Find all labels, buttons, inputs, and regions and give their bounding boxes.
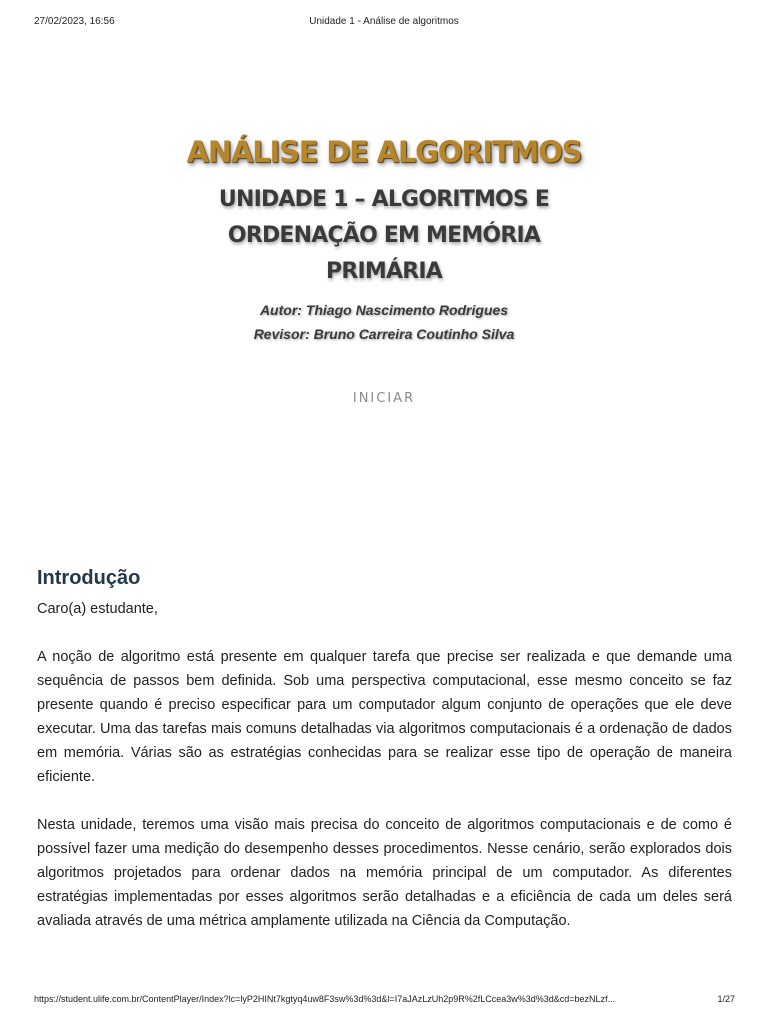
unit-title: UNIDADE 1 – ALGORITMOS E ORDENAÇÃO EM MEMÓRIA PRIMÁRIA [218, 187, 550, 284]
course-title: ANÁLISE DE ALGORITMOS [186, 135, 582, 169]
hero-banner [0, 130, 768, 346]
print-header [0, 16, 768, 30]
credits [0, 298, 768, 346]
page-number: 1/27 [717, 994, 735, 1004]
print-datetime: 27/02/2023, 16:56 [34, 16, 115, 27]
print-document-title: Unidade 1 - Análise de algoritmos [309, 16, 459, 27]
reviewer-line: Revisor: Bruno Carreira Coutinho Silva [253, 326, 515, 342]
intro-paragraph-2: Nesta unidade, teremos uma visão mais precisa do conceito de algoritmos computacionais e de como é possível fazer uma medição do desempenho desses procedimentos. Nesse cenário, serão explorados dois algoritmos projetados para ordenar dados na memória principal de um computador. As diferentes estratégias implementadas por esses algoritmos serão detalhadas e a eficiência de cada um deles será avaliada através de uma métrica amplamente utilizada na Ciência da Computação. [37, 817, 732, 929]
intro-paragraph-1: A noção de algoritmo está presente em qualquer tarefa que precise ser realizada e que demande uma sequência de passos bem definida. Sob uma perspectiva computacional, esse mesmo conceito se faz presente quando é preciso especificar para um computador algum conjunto de operações que ele deve executar. Uma das tarefas mais comuns detalhadas via algoritmos computacionais é a ordenação de dados em memória. Várias são as estratégias conhecidas para se realizar esse tipo de operação de maneira eficiente. [37, 649, 732, 785]
greeting-text: Caro(a) estudante, [37, 601, 158, 617]
main-content [37, 566, 732, 933]
author-line: Autor: Thiago Nascimento Rodrigues [259, 302, 509, 318]
section-heading: Introdução [37, 567, 141, 589]
start-button[interactable]: INICIAR [352, 391, 416, 406]
print-footer [0, 994, 768, 1008]
page-url: https://student.ulife.com.br/ContentPlayer/Index?lc=lyP2HINt7kgtyq4uw8F3sw%3d%3d&l=I7aJAzLzUh2p9R%2fLCcea3w%3d%3d&cd=bezNLzf... [34, 994, 616, 1004]
